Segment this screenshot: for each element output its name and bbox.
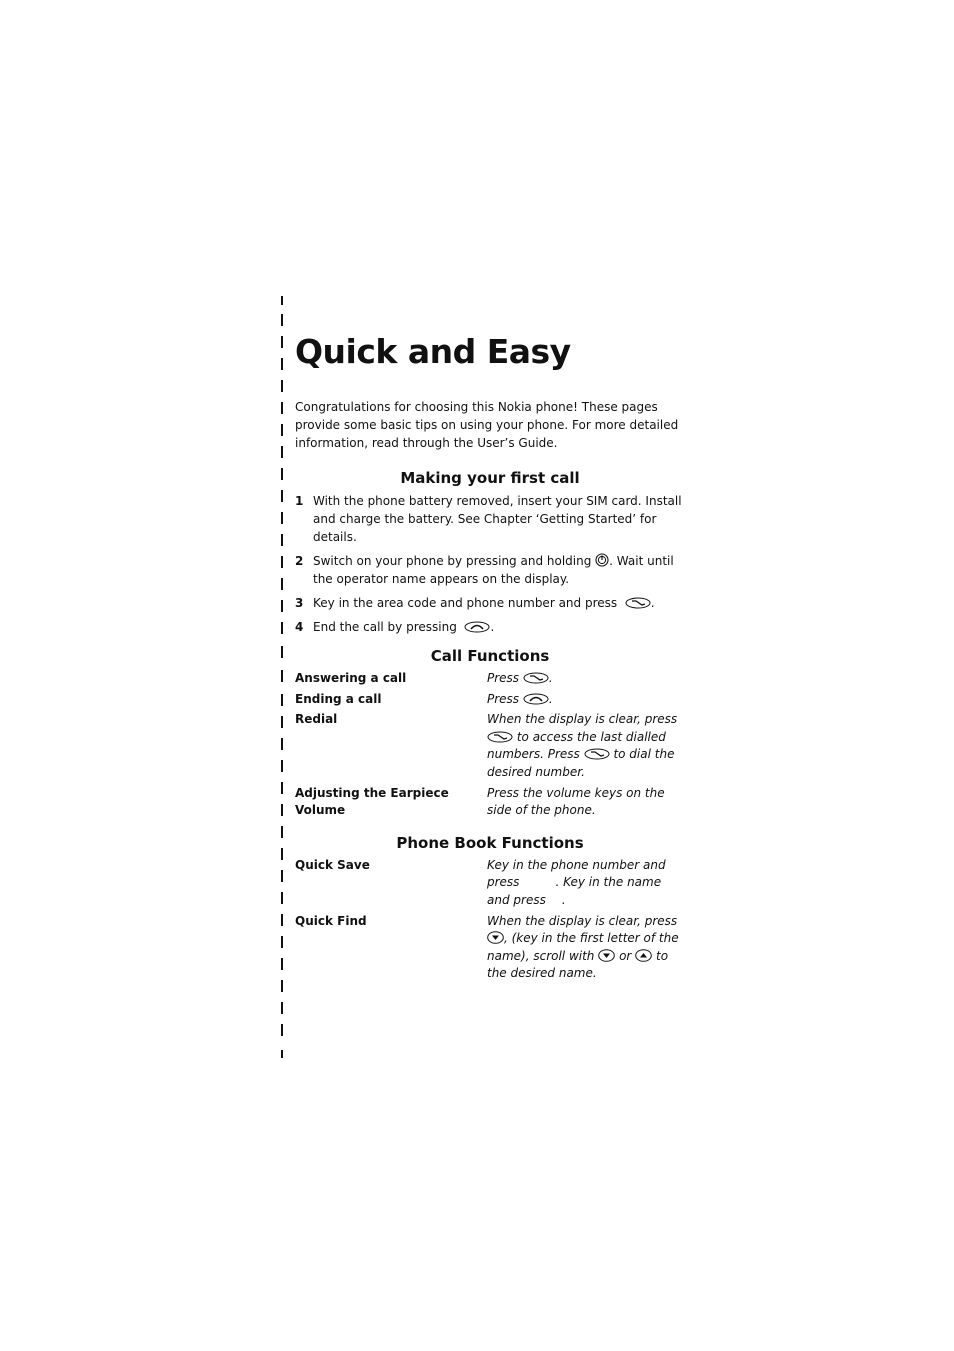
change-bar (281, 646, 283, 658)
change-bar (281, 512, 283, 524)
description-part: When the display is clear, press (487, 913, 678, 928)
table-row (295, 913, 685, 986)
change-bar (281, 578, 283, 590)
change-bar (281, 424, 283, 436)
change-bar (281, 446, 283, 458)
end-key-icon (523, 693, 549, 705)
change-bar (281, 694, 283, 706)
call-steps-list (295, 492, 685, 636)
section-heading-phone-book: Phone Book Functions (396, 833, 584, 852)
change-bar (281, 1024, 283, 1036)
description-part: to access the last dialled numbers. Press (487, 729, 666, 762)
function-term: Quick Save (295, 857, 370, 872)
change-bar (281, 958, 283, 970)
change-bar (281, 534, 283, 546)
step-text-part: . (490, 620, 495, 634)
call-key-icon (487, 731, 513, 743)
description-part: Press (487, 691, 520, 706)
function-term: Answering a call (295, 671, 407, 685)
change-bar (281, 402, 283, 414)
step-text-part: Key in the area code and phone number and press (313, 596, 618, 610)
step-text (313, 552, 685, 588)
step-number: 4 (295, 620, 304, 634)
change-bar (281, 760, 283, 772)
description-part: . (561, 892, 566, 907)
change-bar (281, 914, 283, 926)
step-number: 3 (295, 596, 304, 610)
change-bar (281, 1050, 283, 1058)
call-key-icon (523, 672, 549, 684)
section-heading-call-functions: Call Functions (430, 647, 550, 665)
change-bar (281, 380, 283, 392)
description-part: to the desired name. (487, 948, 669, 981)
list-item (295, 552, 685, 588)
description-part: When the display is clear, press (487, 712, 678, 727)
end-key-icon (464, 621, 490, 633)
change-bar (281, 936, 283, 948)
change-bar (281, 468, 283, 480)
list-item (295, 594, 685, 612)
section-heading-making-call: Making your first call (400, 469, 580, 487)
intro-paragraph: Congratulations for choosing this Nokia phone! These pages provide some basic tips on using your phone. For more detailed information, read through the User’s Guide. (295, 400, 679, 450)
change-bar (281, 870, 283, 882)
change-bar (281, 314, 283, 326)
change-bar (281, 556, 283, 568)
description-part: . Key in the name and press (487, 875, 662, 907)
step-text (313, 594, 655, 612)
change-bar (281, 980, 283, 992)
function-description (487, 857, 685, 913)
change-bar (281, 804, 283, 816)
function-term: Ending a call (295, 691, 382, 706)
table-row (295, 785, 685, 823)
step-text-part: . (650, 596, 655, 610)
list-item (295, 618, 685, 636)
function-description (487, 670, 685, 691)
call-key-icon (625, 597, 651, 609)
step-text-part: . Wait until the operator name appears on the display. (313, 554, 674, 586)
function-description (487, 711, 685, 784)
change-bar (281, 490, 283, 502)
step-text-part: End the call by pressing (313, 620, 457, 634)
call-key-icon (584, 748, 610, 760)
list-item (295, 492, 685, 546)
change-bar (281, 1002, 283, 1014)
description-part: , (key in the first letter of the name), scroll with (487, 931, 679, 963)
page-title: Quick and Easy (295, 332, 571, 371)
phone-book-table (295, 857, 685, 986)
description-part: Key in the phone number and press (487, 857, 666, 890)
change-bar (281, 892, 283, 904)
change-bar (281, 358, 283, 370)
table-row (295, 711, 685, 784)
change-bar (281, 670, 283, 682)
table-row (295, 857, 685, 913)
description-part: or (619, 948, 632, 963)
function-term: Quick Find (295, 913, 367, 928)
function-term: Adjusting the Earpiece Volume (295, 785, 449, 818)
scroll-up-icon (635, 949, 652, 962)
step-number: 1 (295, 494, 304, 508)
table-row (295, 691, 685, 712)
description-part: . (548, 691, 553, 706)
change-bar (281, 716, 283, 728)
change-bar (281, 336, 283, 348)
scroll-down-icon (598, 949, 615, 962)
function-term: Redial (295, 712, 338, 727)
step-number: 2 (295, 554, 304, 568)
description-part: . (548, 671, 553, 685)
change-bar (281, 826, 283, 838)
function-description: Press the volume keys on the side of the phone. (487, 785, 665, 818)
step-text-part: Switch on your phone by pressing and holding (313, 554, 592, 568)
change-bar (281, 738, 283, 750)
change-bar (281, 848, 283, 860)
change-bar (281, 782, 283, 794)
description-part: Press (487, 671, 520, 685)
function-description (487, 691, 685, 712)
page-content (295, 330, 685, 986)
scroll-down-icon (487, 931, 504, 944)
table-row (295, 670, 685, 691)
power-key-icon (595, 553, 609, 567)
function-description (487, 913, 685, 986)
change-bar (281, 296, 283, 305)
call-functions-table (295, 670, 685, 823)
description-part: to dial the desired number. (487, 747, 675, 779)
change-bar (281, 600, 283, 612)
change-bar (281, 622, 283, 634)
step-text (313, 618, 494, 636)
step-text: With the phone battery removed, insert your SIM card. Install and charge the battery. See Chapter ‘Getting Started’ for details. (313, 494, 682, 544)
